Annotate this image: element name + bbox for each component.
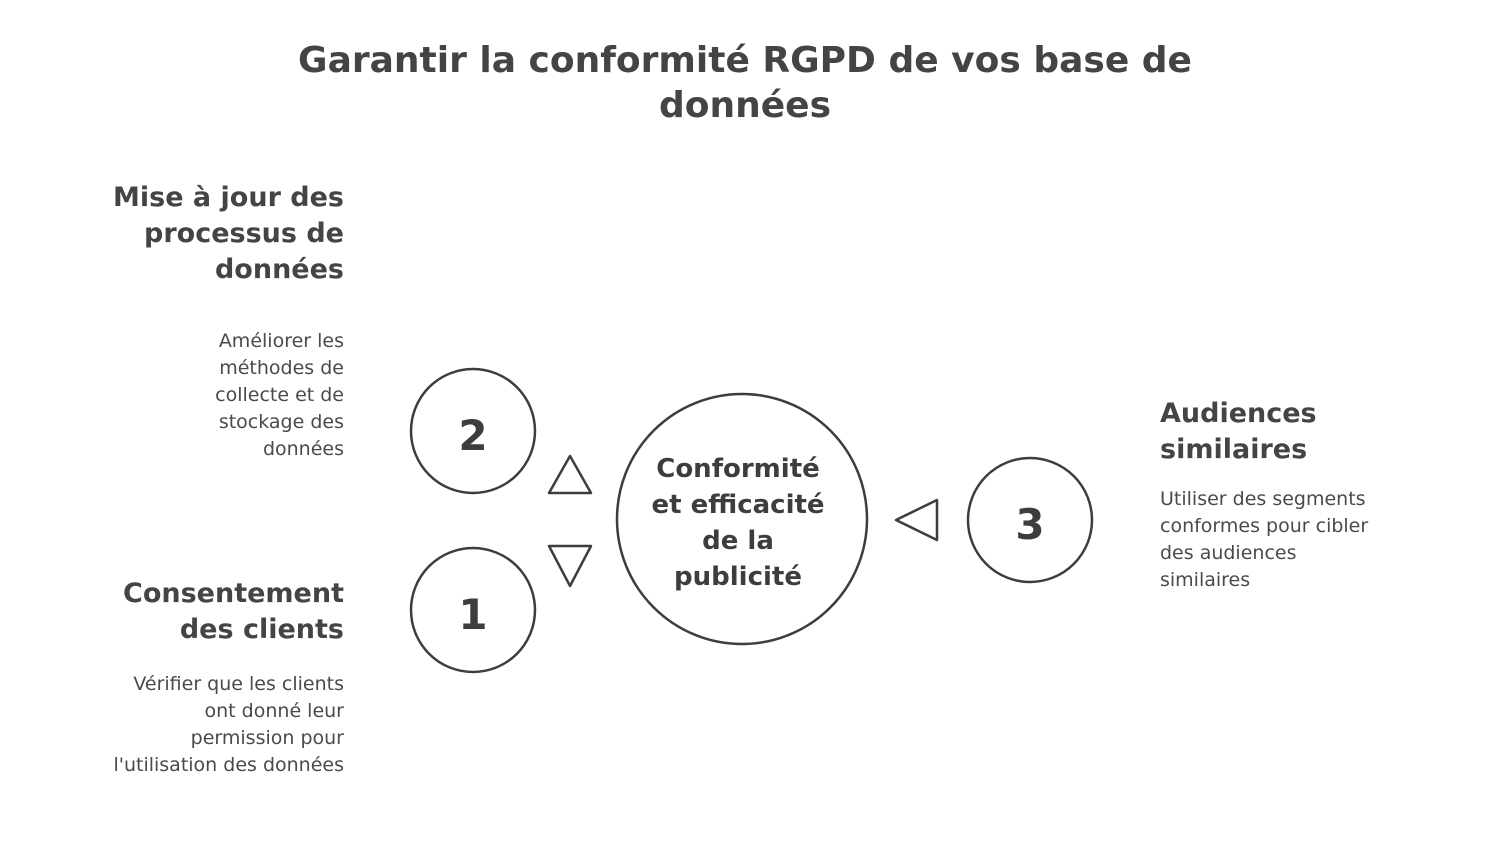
arrow-up-icon [549, 456, 591, 493]
step-description-mise-a-jour: Améliorer les méthodes de collecte et de stockage des données [215, 330, 344, 460]
step-heading-consentement: Consentement des clients [123, 578, 344, 645]
step-heading-mise-a-jour: Mise à jour des processus de données [113, 182, 344, 285]
step-heading-audiences: Audiences similaires [1160, 398, 1317, 465]
center-line-1: Conformité [656, 454, 820, 484]
arrow-down-icon [549, 546, 591, 586]
step-description-consentement: Vérifier que les clients ont donné leur permission pour l'utilisation des données [113, 673, 344, 776]
page-title: Garantir la conformité RGPD de vos base de données [298, 40, 1192, 126]
arrow-left-icon [896, 500, 937, 540]
center-line-2: et efficacité [651, 490, 825, 520]
step-number-1: 1 [458, 590, 488, 639]
center-line-3: de la [702, 526, 774, 556]
step-description-audiences: Utiliser des segments conformes pour cibler des audiences similaires [1160, 488, 1369, 591]
step-number-3: 3 [1015, 500, 1045, 549]
center-line-4: publicité [674, 562, 802, 592]
step-number-2: 2 [458, 411, 488, 460]
